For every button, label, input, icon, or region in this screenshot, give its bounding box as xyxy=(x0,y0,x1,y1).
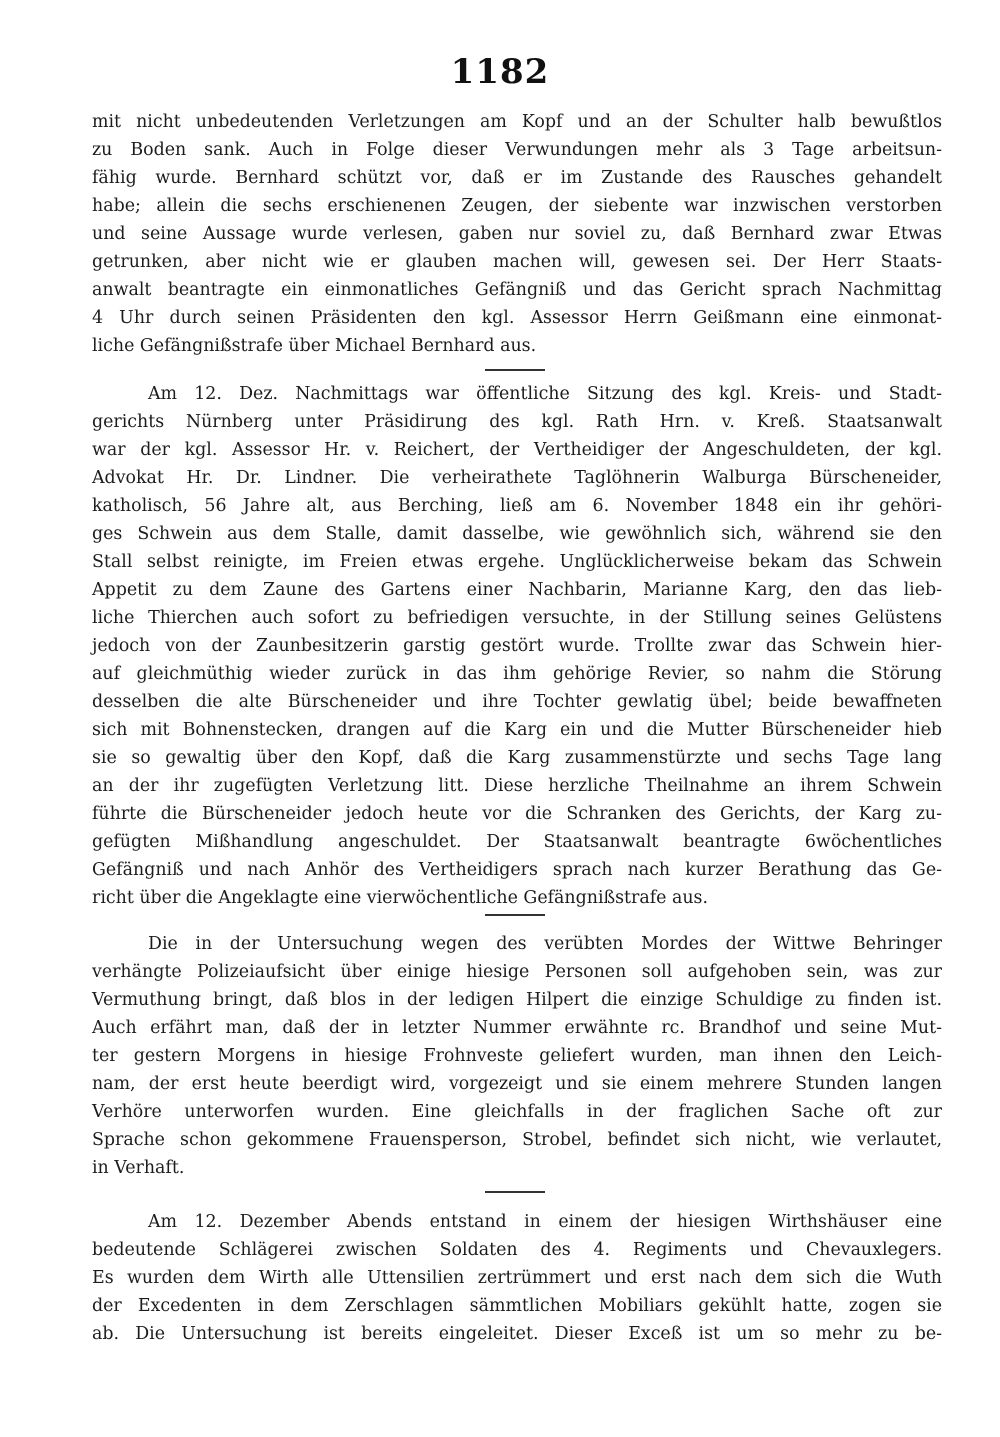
page-number: 1182 xyxy=(450,52,550,92)
text-line: Sprache schon gekommene Frauensperson, Strobel, befindet sich nicht, wie verlautet, xyxy=(92,1130,942,1150)
text-line: Verhöre unterworfen wurden. Eine gleichfalls in der fraglichen Sache oft zur xyxy=(92,1102,942,1122)
text-line: Gefängniß und nach Anhör des Vertheidigers sprach nach kurzer Berathung das Ge- xyxy=(92,860,942,880)
text-line: Vermuthung bringt, daß blos in der ledigen Hilpert die einzige Schuldige zu finden ist. xyxy=(92,990,942,1010)
text-line: ab. Die Untersuchung ist bereits eingeleitet. Dieser Exceß ist um so mehr zu be- xyxy=(92,1324,942,1344)
text-line: katholisch, 56 Jahre alt, aus Berching, ließ am 6. November 1848 ein ihr gehöri- xyxy=(92,496,942,516)
text-line: Am 12. Dezember Abends entstand in einem der hiesigen Wirthshäuser eine xyxy=(148,1212,942,1232)
text-line: in Verhaft. xyxy=(92,1158,185,1178)
text-line: richt über die Angeklagte eine vierwöchentliche Gefängnißstrafe aus. xyxy=(92,888,709,908)
text-line: Stall selbst reinigte, im Freien etwas ergehe. Unglücklicherweise bekam das Schwein xyxy=(92,552,942,572)
text-line: gefügten Mißhandlung angeschuldet. Der Staatsanwalt beantragte 6wöchentliches xyxy=(92,832,942,852)
text-line: an der ihr zugefügten Verletzung litt. Diese herzliche Theilnahme an ihrem Schwein xyxy=(92,776,942,796)
text-line: Die in der Untersuchung wegen des verübten Mordes der Wittwe Behringer xyxy=(148,934,942,954)
text-line: 4 Uhr durch seinen Präsidenten den kgl. Assessor Herrn Geißmann eine einmonat- xyxy=(92,308,942,328)
text-line: führte die Bürscheneider jedoch heute vor die Schranken des Gerichts, der Karg zu- xyxy=(92,804,942,824)
text-line: liche Thierchen auch sofort zu befriedigen versuchte, in der Stillung seines Gelüstens xyxy=(92,608,942,628)
text-line: habe; allein die sechs erschienenen Zeugen, der siebente war inzwischen verstorben xyxy=(92,196,942,216)
text-line: zu Boden sank. Auch in Folge dieser Verwundungen mehr als 3 Tage arbeitsun- xyxy=(92,140,942,160)
text-line: Auch erfährt man, daß der in letzter Nummer erwähnte rc. Brandhof und seine Mut- xyxy=(92,1018,942,1038)
text-line: war der kgl. Assessor Hr. v. Reichert, der Vertheidiger der Angeschuldeten, der kgl. xyxy=(92,440,942,460)
text-line: verhängte Polizeiaufsicht über einige hiesige Personen soll aufgehoben sein, was zur xyxy=(92,962,942,982)
text-line: jedoch von der Zaunbesitzerin garstig gestört wurde. Trollte zwar das Schwein hier- xyxy=(92,636,942,656)
text-line: gerichts Nürnberg unter Präsidirung des kgl. Rath Hrn. v. Kreß. Staatsanwalt xyxy=(92,412,942,432)
text-line: desselben die alte Bürscheneider und ihre Tochter gewlatig übel; beide bewaffneten xyxy=(92,692,942,712)
text-line: Es wurden dem Wirth alle Uttensilien zertrümmert und erst nach dem sich die Wuth xyxy=(92,1268,942,1288)
text-line: getrunken, aber nicht wie er glauben machen will, gewesen sei. Der Herr Staats- xyxy=(92,252,942,272)
text-line: bedeutende Schlägerei zwischen Soldaten des 4. Regiments und Chevauxlegers. xyxy=(92,1240,942,1260)
text-line: sie so gewaltig über den Kopf, daß die Karg zusammenstürzte und sechs Tage lang xyxy=(92,748,942,768)
text-line: und seine Aussage wurde verlesen, gaben nur soviel zu, daß Bernhard zwar Etwas xyxy=(92,224,942,244)
text-line: Advokat Hr. Dr. Lindner. Die verheirathete Taglöhnerin Walburga Bürscheneider, xyxy=(92,468,942,488)
text-line: ter gestern Morgens in hiesige Frohnveste geliefert wurden, man ihnen den Leich- xyxy=(92,1046,942,1066)
text-line: mit nicht unbedeutenden Verletzungen am Kopf und an der Schulter halb bewußtlos xyxy=(92,112,942,132)
text-line: auf gleichmüthig wieder zurück in das ihm gehörige Revier, so nahm die Störung xyxy=(92,664,942,684)
text-line: Am 12. Dez. Nachmittags war öffentliche Sitzung des kgl. Kreis- und Stadt- xyxy=(148,384,942,404)
text-line: sich mit Bohnenstecken, drangen auf die Karg ein und die Mutter Bürscheneider hieb xyxy=(92,720,942,740)
text-line: liche Gefängnißstrafe über Michael Bernhard aus. xyxy=(92,336,537,356)
text-line: Appetit zu dem Zaune des Gartens einer Nachbarin, Marianne Karg, den das lieb- xyxy=(92,580,942,600)
text-line: anwalt beantragte ein einmonatliches Gefängniß und das Gericht sprach Nachmittag xyxy=(92,280,942,300)
text-line: ges Schwein aus dem Stalle, damit dasselbe, wie gewöhnlich sich, während sie den xyxy=(92,524,942,544)
text-line: fähig wurde. Bernhard schützt vor, daß er im Zustande des Rausches gehandelt xyxy=(92,168,942,188)
text-line: nam, der erst heute beerdigt wird, vorgezeigt und sie einem mehrere Stunden langen xyxy=(92,1074,942,1094)
text-line: der Excedenten in dem Zerschlagen sämmtlichen Mobiliars gekühlt hatte, zogen sie xyxy=(92,1296,942,1316)
